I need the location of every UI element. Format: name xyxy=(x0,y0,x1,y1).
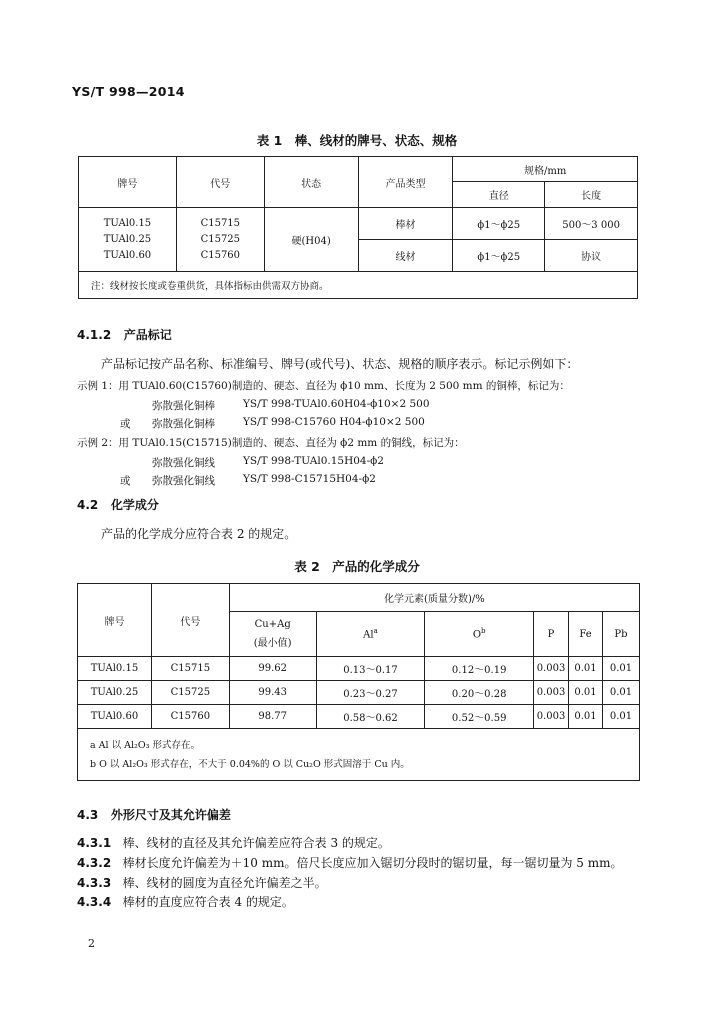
t2-fe: 0.01 xyxy=(569,681,603,705)
t2-header-cuag-label: Cu+Ag xyxy=(254,619,291,630)
mark-1a-value: YS/T 998-TUAl0.60H04-ϕ10×2 500 xyxy=(243,398,430,410)
t1-code: C15715 xyxy=(200,217,241,229)
t2-al: 0.58～0.62 xyxy=(316,705,425,729)
t2-header-pb: Pb xyxy=(602,612,639,657)
t1-type: 线材 xyxy=(358,240,453,272)
t1-header-diameter: 直径 xyxy=(453,182,545,208)
section-43-heading xyxy=(77,806,231,823)
table2-caption: 表 2 产品的化学成分 xyxy=(294,559,420,574)
t2-o: 0.12～0.19 xyxy=(425,657,534,681)
item-number: 4.3.2 xyxy=(77,856,112,870)
mark-2a-value: YS/T 998-TUAl0.15H04-ϕ2 xyxy=(243,455,384,467)
t1-length: 协议 xyxy=(545,240,638,272)
t2-grade: TUAl0.60 xyxy=(78,705,152,729)
t1-header-length: 长度 xyxy=(545,182,638,208)
item-text: 棒材长度允许偏差为＋10 mm。倍尺长度应加入锯切分段时的锯切量，每一锯切量为 5 mm。 xyxy=(122,856,623,870)
mark-2b-value: YS/T 998-C15715H04-ϕ2 xyxy=(243,473,376,485)
t2-header-code: 代号 xyxy=(151,584,229,657)
t2-header-o-footnote-mark: b xyxy=(481,627,486,636)
t1-diameter: ϕ1～ϕ25 xyxy=(453,240,545,272)
t2-header-cuag xyxy=(229,612,316,657)
section-42-text: 产品的化学成分应符合表 2 的规定。 xyxy=(101,527,297,541)
item-text: 棒、线材的直径及其允许偏差应符合表 3 的规定。 xyxy=(122,836,390,850)
t2-grade: TUAl0.25 xyxy=(78,681,152,705)
example-1: 示例 1：用 TUAl0.60(C15760)制造的、硬态、直径为 ϕ10 mm、长度为 2 500 mm 的铜棒，标记为： xyxy=(77,380,570,392)
t1-code: C15760 xyxy=(200,249,241,261)
t2-pb: 0.01 xyxy=(602,681,639,705)
t2-footnote-b: b O 以 Al₂O₃ 形式存在，不大于 0.04%的 O 以 Cu₂O 形式固溶于 Cu 内。 xyxy=(90,758,410,770)
item-number: 4.3.3 xyxy=(77,876,112,890)
t1-grade: TUAl0.60 xyxy=(103,249,152,261)
t2-footnote-a: a Al 以 Al₂O₃ 形式存在。 xyxy=(90,739,200,751)
section-412-title: 产品标记 xyxy=(123,328,172,342)
t2-header-grade: 牌号 xyxy=(78,584,152,657)
table-row xyxy=(78,657,640,681)
mark-1b-name: 弥散强化铜棒 xyxy=(152,418,215,430)
t1-header-code: 代号 xyxy=(176,157,264,208)
list-item xyxy=(77,854,623,871)
t2-o: 0.20～0.28 xyxy=(425,681,534,705)
t1-header-product-type: 产品类型 xyxy=(358,157,453,208)
t2-code: C15715 xyxy=(151,657,229,681)
t2-pb: 0.01 xyxy=(602,657,639,681)
section-42-heading xyxy=(77,496,159,513)
t2-al: 0.23～0.27 xyxy=(316,681,425,705)
section-42-title: 化学成分 xyxy=(110,498,159,512)
section-42-number: 4.2 xyxy=(77,498,99,512)
t2-p: 0.003 xyxy=(534,657,569,681)
table-row xyxy=(78,705,640,729)
t1-note: 注：线材按长度或卷重供货，具体指标由供需双方协商。 xyxy=(79,272,638,299)
list-item xyxy=(77,893,294,910)
t1-type: 棒材 xyxy=(358,208,453,240)
standard-id: YS/T 998—2014 xyxy=(72,84,185,99)
t2-header-o-label: O xyxy=(472,629,482,641)
t2-header-al xyxy=(316,612,425,657)
t2-header-cuag-min: (最小值) xyxy=(253,638,292,649)
t2-header-p: P xyxy=(534,612,569,657)
t2-pb: 0.01 xyxy=(602,705,639,729)
or-2: 或 xyxy=(120,475,131,487)
section-43-number: 4.3 xyxy=(77,808,99,822)
item-number: 4.3.1 xyxy=(77,836,112,850)
t1-code: C15725 xyxy=(200,233,241,245)
t2-p: 0.003 xyxy=(534,705,569,729)
item-number: 4.3.4 xyxy=(77,895,112,909)
t2-cuag: 99.62 xyxy=(229,657,316,681)
t2-code: C15760 xyxy=(151,705,229,729)
t2-footnotes xyxy=(78,729,640,781)
t1-grade: TUAl0.25 xyxy=(103,233,152,245)
t2-header-elements: 化学元素(质量分数)/% xyxy=(229,584,639,612)
t2-header-fe: Fe xyxy=(569,612,603,657)
t2-grade: TUAl0.15 xyxy=(78,657,152,681)
t2-fe: 0.01 xyxy=(569,657,603,681)
section-43-title: 外形尺寸及其允许偏差 xyxy=(110,808,231,822)
t1-temper: 硬(H04) xyxy=(264,208,358,272)
t2-header-al-label: Al xyxy=(363,629,374,641)
t1-grades-cell xyxy=(79,208,177,272)
item-text: 棒、线材的圆度为直径允许偏差之半。 xyxy=(122,876,327,890)
list-item xyxy=(77,874,327,891)
t1-header-temper: 状态 xyxy=(264,157,358,208)
t1-codes-cell xyxy=(176,208,264,272)
table1 xyxy=(78,156,638,299)
section-412-intro: 产品标记按产品名称、标准编号、牌号(或代号)、状态、规格的顺序表示。标记示例如下： xyxy=(101,357,579,371)
table-row xyxy=(78,681,640,705)
t2-p: 0.003 xyxy=(534,681,569,705)
t1-length: 500～3 000 xyxy=(545,208,638,240)
t2-al: 0.13～0.17 xyxy=(316,657,425,681)
t2-header-o xyxy=(425,612,534,657)
item-text: 棒材的直度应符合表 4 的规定。 xyxy=(122,895,294,909)
t1-header-spec: 规格/mm xyxy=(453,157,638,182)
mark-2a-name: 弥散强化铜线 xyxy=(152,457,215,469)
mark-2b-name: 弥散强化铜线 xyxy=(152,475,215,487)
t2-cuag: 98.77 xyxy=(229,705,316,729)
t2-code: C15725 xyxy=(151,681,229,705)
list-item xyxy=(77,834,390,851)
mark-1b-value: YS/T 998-C15760 H04-ϕ10×2 500 xyxy=(243,416,425,428)
table1-caption: 表 1 棒、线材的牌号、状态、规格 xyxy=(256,133,458,148)
t1-header-grade: 牌号 xyxy=(79,157,177,208)
t2-cuag: 99.43 xyxy=(229,681,316,705)
table2 xyxy=(77,583,640,781)
section-412-heading xyxy=(77,326,172,343)
t2-header-al-footnote-mark: a xyxy=(373,627,378,636)
t2-fe: 0.01 xyxy=(569,705,603,729)
t2-o: 0.52～0.59 xyxy=(425,705,534,729)
or-1: 或 xyxy=(120,418,131,430)
t1-grade: TUAl0.15 xyxy=(103,217,152,229)
page-number: 2 xyxy=(88,937,95,950)
section-412-number: 4.1.2 xyxy=(77,328,112,342)
mark-1a-name: 弥散强化铜棒 xyxy=(152,400,215,412)
t1-diameter: ϕ1～ϕ25 xyxy=(453,208,545,240)
example-2: 示例 2：用 TUAl0.15(C15715)制造的、硬态、直径为 ϕ2 mm 的铜线，标记为： xyxy=(77,437,465,449)
